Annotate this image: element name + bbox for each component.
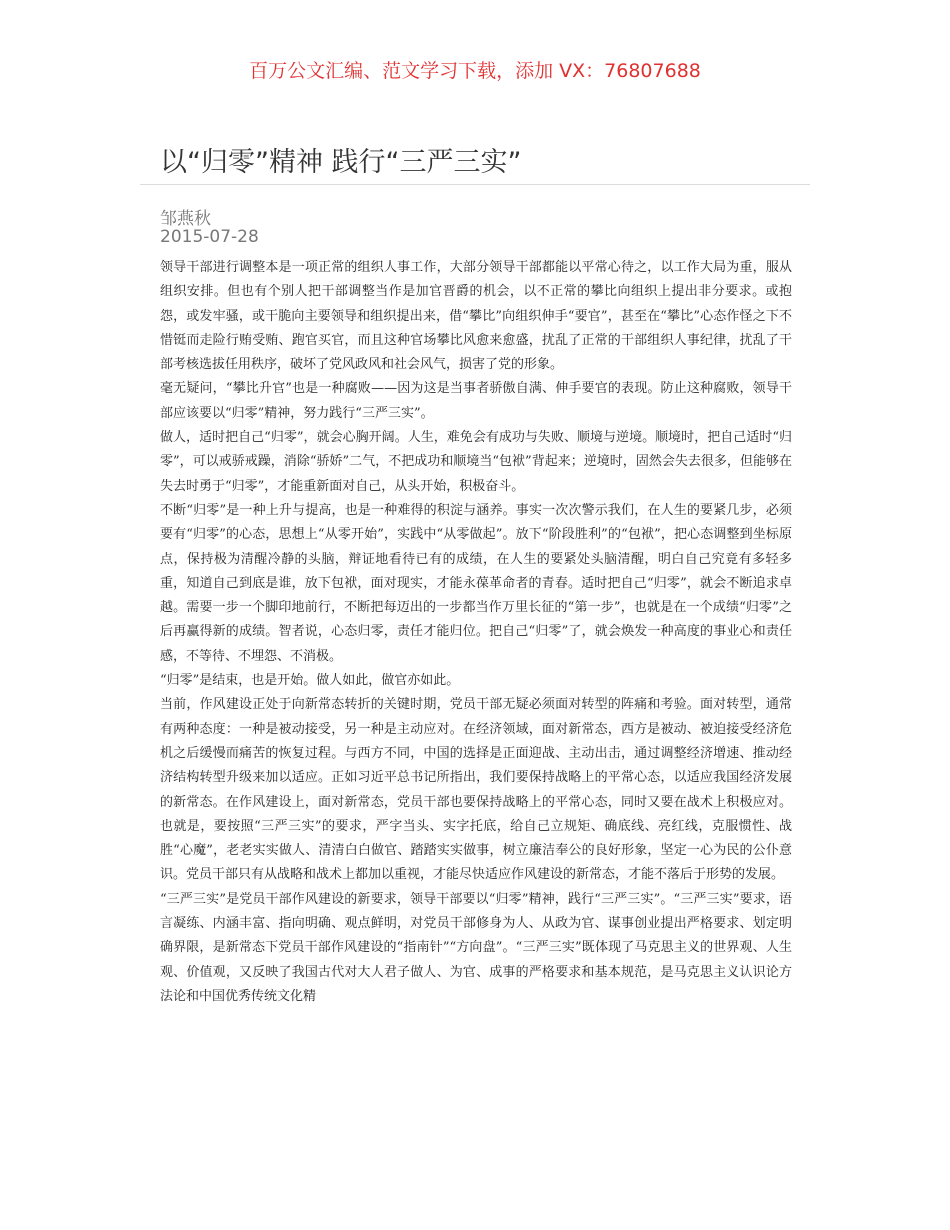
article-date: 2015-07-28 xyxy=(160,227,259,247)
title-divider xyxy=(140,184,810,185)
article-title: 以“归零”精神 践行“三严三实” xyxy=(160,147,522,178)
paragraph: “三严三实”是党员干部作风建设的新要求，领导干部要以“归零”精神，践行“三严三实”。“三严三实”要求，语言凝练、内涵丰富、指向明确、观点鲜明，对党员干部修身为人、从政为官、谋事创业提出严格要求、划定明确界限，是新常态下党员干部作风建设的“指南针”“方向盘”。“三严三实”既体现了马克思主义的世界观、人生观、价值观，又反映了我国古代对大人君子做人、为官、成事的严格要求和基本规范，是马克思主义认识论方法论和中国优秀传统文化精 xyxy=(160,891,792,1004)
paragraph: 领导干部进行调整本是一项正常的组织人事工作，大部分领导干部都能以平常心待之，以工作大局为重，服从组织安排。但也有个别人把干部调整当作是加官晋爵的机会，以不正常的攀比向组织上提出非分要求。或抱怨，或发牢骚，或干脆向主要领导和组织提出来，借“攀比”向组织伸手“要官”，甚至在“攀比”心态作怪之下不惜铤而走险行贿受贿、跑官买官，而且这种官场攀比风愈来愈盛，扰乱了正常的干部组织人事纪律，扰乱了干部考核选拔任用秩序，破坏了党风政风和社会风气，损害了党的形象。 xyxy=(160,260,792,373)
article-body xyxy=(160,256,792,1009)
article-author: 邹燕秋 xyxy=(160,209,211,229)
paragraph: 毫无疑问，“攀比升官”也是一种腐败——因为这是当事者骄傲自满、伸手要官的表现。防止这种腐败，领导干部应该要以“归零”精神，努力践行“三严三实”。 xyxy=(160,381,792,421)
paragraph: “归零”是结束，也是开始。做人如此，做官亦如此。 xyxy=(160,673,460,689)
paragraph: 当前，作风建设正处于向新常态转折的关键时期，党员干部无疑必须面对转型的阵痛和考验。面对转型，通常有两种态度：一种是被动接受，另一种是主动应对。在经济领域，面对新常态，西方是被动、被迫接受经济危机之后缓慢而痛苦的恢复过程。与西方不同，中国的选择是正面迎战、主动出击，通过调整经济增速、推动经济结构转型升级来加以适应。正如习近平总书记所指出，我们要保持战略上的平常心态，以适应我国经济发展的新常态。在作风建设上，面对新常态，党员干部也要保持战略上的平常心态，同时又要在战术上积极应对。也就是，要按照“三严三实”的要求，严字当头、实字托底，给自己立规矩、确底线、亮红线，克服惯性、战胜“心魔”，老老实实做人、清清白白做官、踏踏实实做事，树立廉洁奉公的良好形象，坚定一心为民的公仆意识。党员干部只有从战略和战术上都加以重视，才能尽快适应作风建设的新常态，才能不落后于形势的发展。 xyxy=(160,697,792,883)
header-banner: 百万公文汇编、范文学习下载，添加 VX：76807688 xyxy=(249,60,701,82)
paragraph: 做人，适时把自己“归零”，就会心胸开阔。人生，难免会有成功与失败、顺境与逆境。顺境时，把自己适时“归零”，可以戒骄戒躁，消除“骄娇”二气，不把成功和顺境当“包袱”背起来；逆境时，固然会失去很多，但能够在失去时勇于“归零”，才能重新面对自己，从头开始，积极奋斗。 xyxy=(160,430,792,494)
paragraph: 不断“归零”是一种上升与提高，也是一种难得的积淀与涵养。事实一次次警示我们，在人生的要紧几步，必须要有“归零”的心态，思想上“从零开始”，实践中“从零做起”。放下“阶段胜利”的“包袱”，把心态调整到坐标原点，保持极为清醒冷静的头脑，辩证地看待已有的成绩，在人生的要紧处头脑清醒，明白自己究竟有多轻多重，知道自己到底是谁，放下包袱，面对现实，才能永葆革命者的青春。适时把自己“归零”，就会不断追求卓越。需要一步一个脚印地前行，不断把每迈出的一步都当作万里长征的“第一步”，也就是在一个成绩“归零”之后再赢得新的成绩。智者说，心态归零，责任才能归位。把自己“归零”了，就会焕发一种高度的事业心和责任感，不等待、不埋怨、不消极。 xyxy=(160,502,792,664)
